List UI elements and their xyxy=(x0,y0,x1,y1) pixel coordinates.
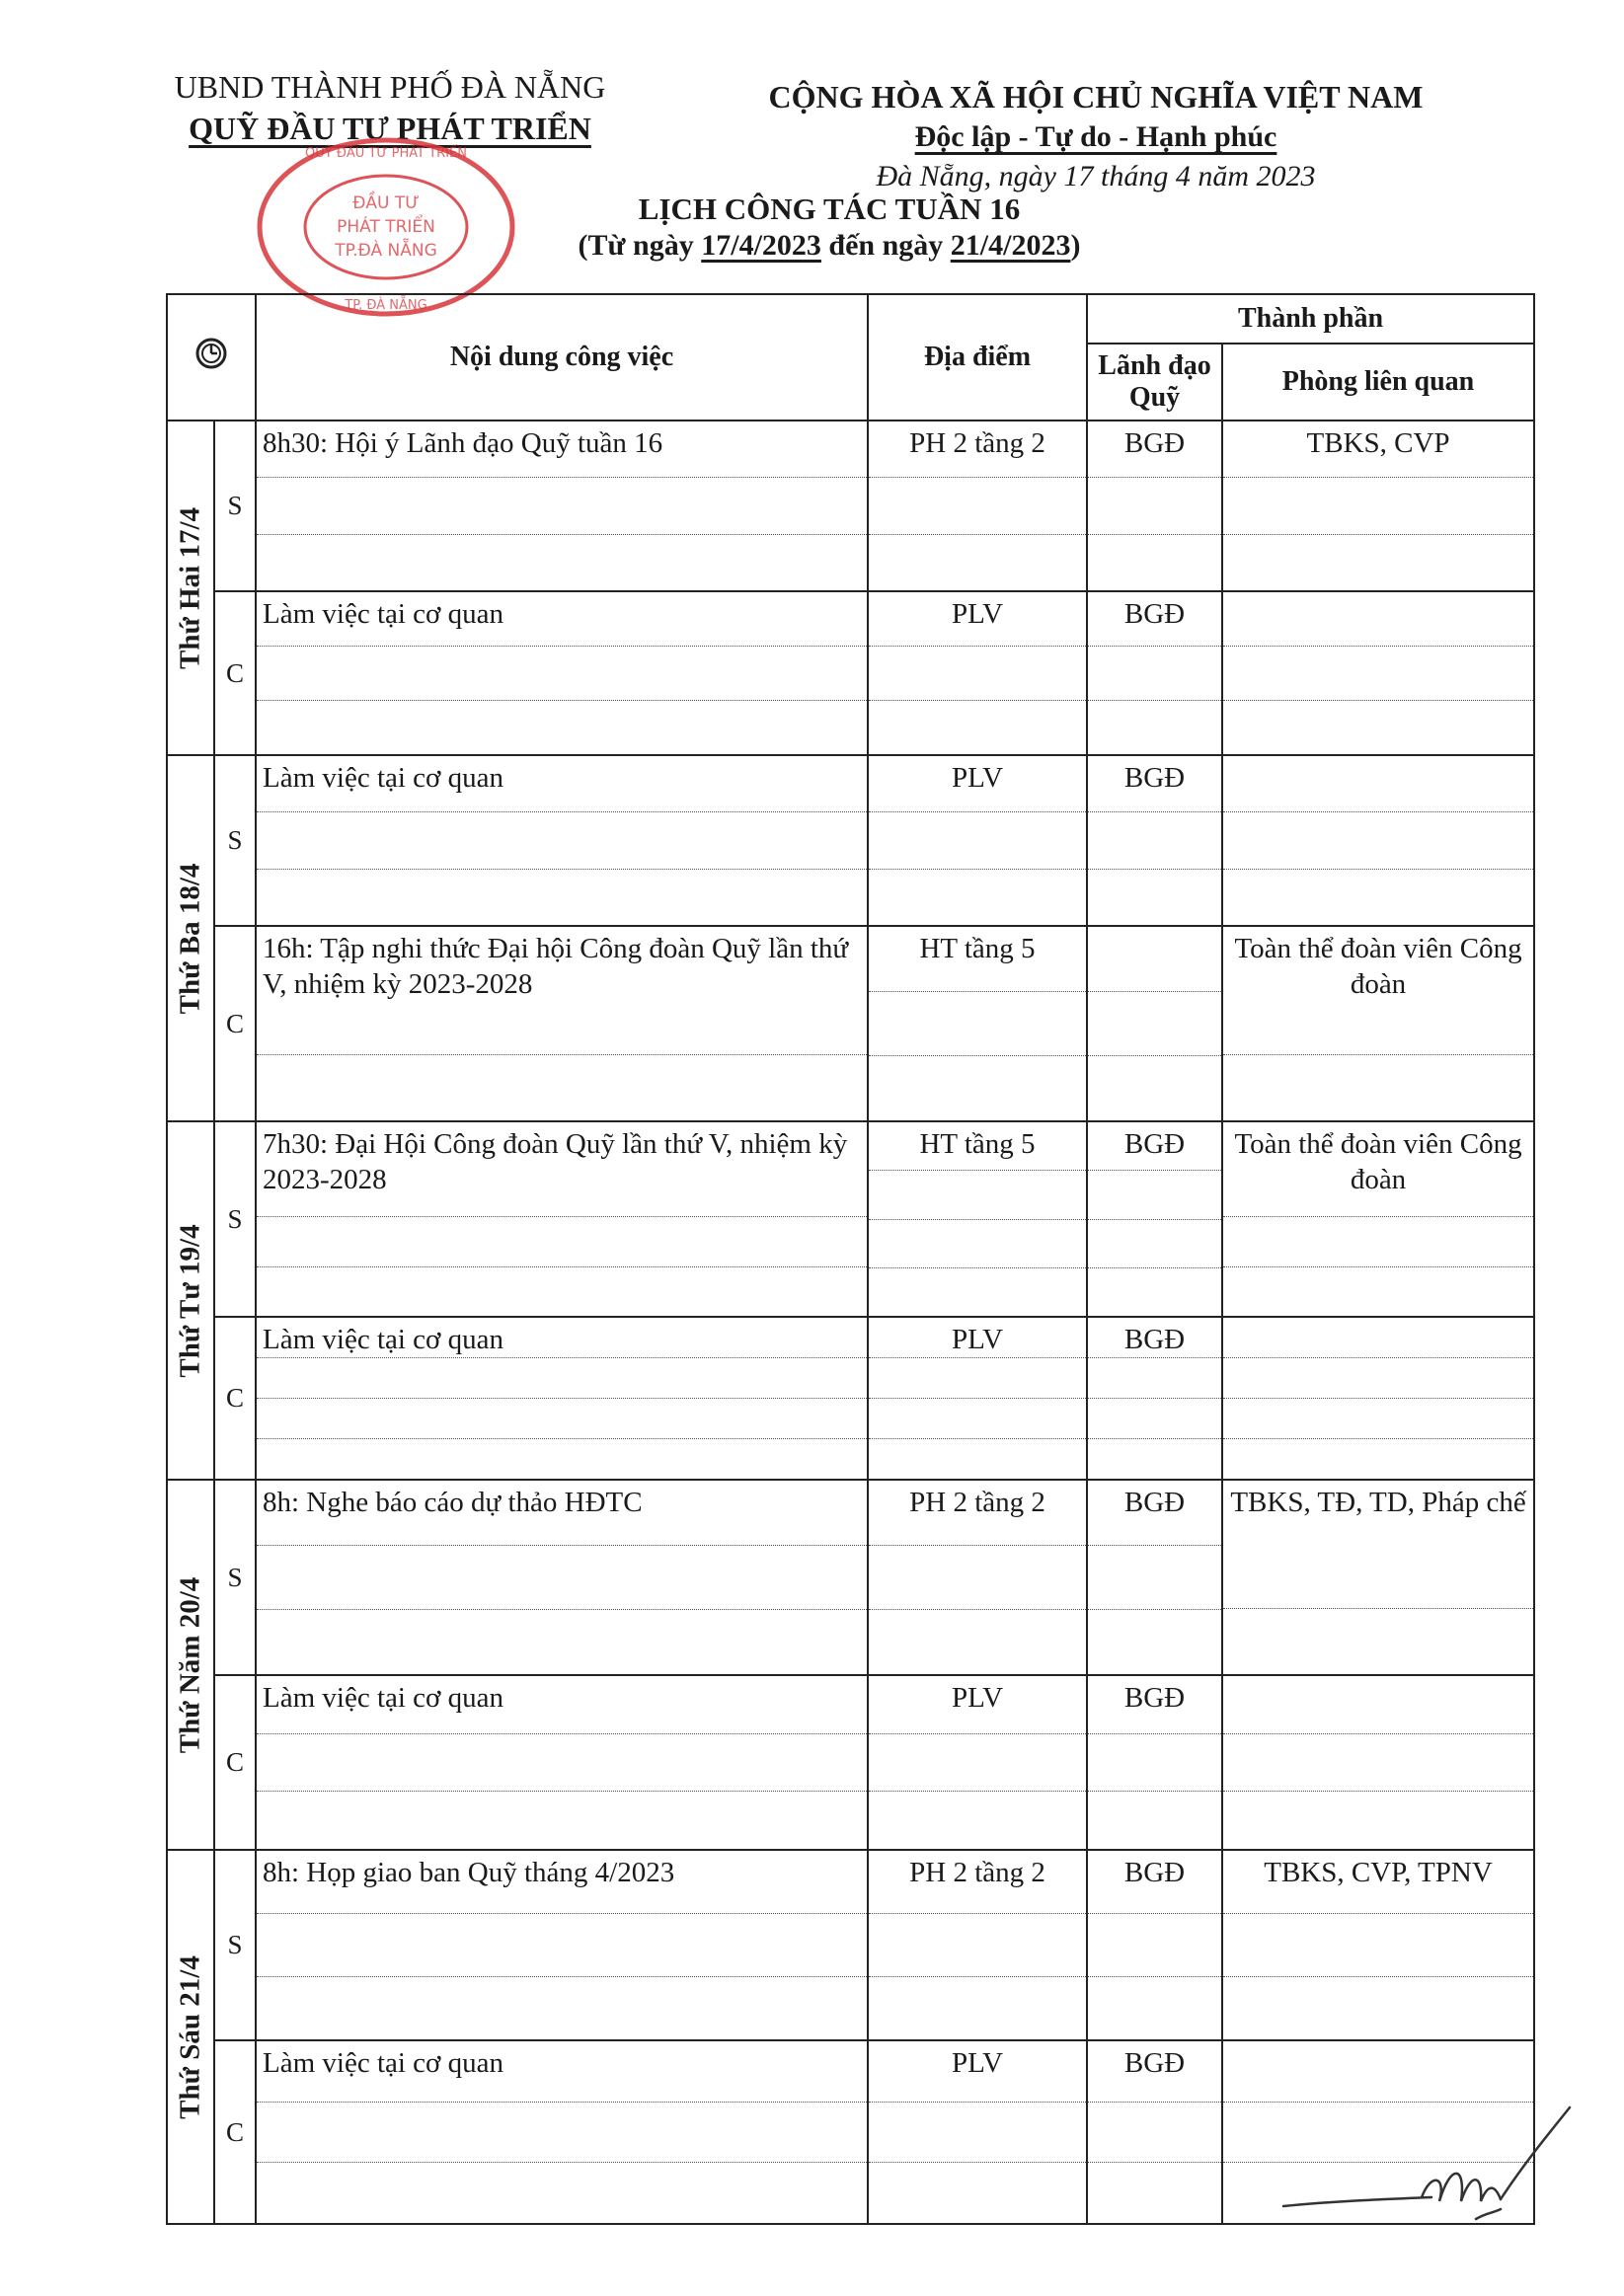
dotted-line xyxy=(869,870,1086,925)
dotted-line xyxy=(1088,647,1221,701)
place-text: PH 2 tầng 2 xyxy=(869,1481,1086,1546)
cell-dept xyxy=(1222,1121,1534,1317)
cell-dept xyxy=(1222,591,1534,755)
dept-text xyxy=(1223,2041,1533,2103)
dotted-line xyxy=(1223,1217,1533,1267)
dotted-line xyxy=(869,1792,1086,1849)
dotted-line xyxy=(1088,1546,1221,1611)
dotted-line xyxy=(257,812,867,869)
dotted-line xyxy=(1088,1268,1221,1316)
session-code: S xyxy=(214,1480,256,1675)
day-label-cell xyxy=(167,1121,214,1480)
day-label: Thứ Năm 20/4 xyxy=(174,1576,206,1753)
cell-place xyxy=(868,1121,1087,1317)
signature-icon xyxy=(1274,2103,1599,2241)
leader-text: BGĐ xyxy=(1088,592,1221,647)
dotted-line xyxy=(1223,1734,1533,1793)
dotted-line xyxy=(1223,1055,1533,1120)
cell-content xyxy=(256,1850,868,2040)
date-range xyxy=(553,229,1106,263)
dotted-line xyxy=(869,1358,1086,1399)
dotted-line xyxy=(1088,1171,1221,1219)
dotted-line xyxy=(257,1610,867,1674)
dotted-line xyxy=(257,647,867,701)
dotted-line xyxy=(869,1171,1086,1219)
dotted-line xyxy=(1088,1358,1221,1399)
place-text: PLV xyxy=(869,2041,1086,2103)
dotted-line xyxy=(1088,535,1221,590)
dotted-line xyxy=(1223,535,1533,590)
svg-text:QUỸ ĐẦU TƯ PHÁT TRIỂN: QUỸ ĐẦU TƯ PHÁT TRIỂN xyxy=(305,146,467,161)
dotted-line xyxy=(257,2163,867,2223)
leader-text: BGĐ xyxy=(1088,1481,1221,1546)
schedule-row xyxy=(167,1675,1534,1850)
dotted-line xyxy=(1088,2163,1221,2223)
cell-leader xyxy=(1087,1675,1222,1850)
dotted-line xyxy=(1223,812,1533,869)
dotted-line xyxy=(1088,1734,1221,1793)
dept-text xyxy=(1223,756,1533,812)
dotted-line xyxy=(869,1610,1086,1674)
place-text: PLV xyxy=(869,1318,1086,1358)
dotted-line xyxy=(257,1977,867,2039)
cell-content xyxy=(256,1675,868,1850)
dotted-line xyxy=(1088,812,1221,869)
cell-place xyxy=(868,1317,1087,1480)
cell-content xyxy=(256,421,868,591)
svg-text:PHÁT TRIỂN: PHÁT TRIỂN xyxy=(337,217,435,237)
dotted-line xyxy=(257,1055,867,1120)
dotted-line xyxy=(257,1267,867,1317)
dotted-line xyxy=(869,2163,1086,2223)
place-text: HT tầng 5 xyxy=(869,927,1086,992)
cell-dept xyxy=(1222,1675,1534,1850)
dotted-line xyxy=(257,535,867,590)
leader-text: BGĐ xyxy=(1088,756,1221,812)
header-content: Nội dung công việc xyxy=(256,294,868,421)
dept-text xyxy=(1223,1318,1533,1358)
range-mid: đến ngày xyxy=(820,229,951,262)
document-date: Đà Nẵng, ngày 17 tháng 4 năm 2023 xyxy=(876,160,1316,192)
range-suffix: ) xyxy=(1070,229,1081,262)
cell-leader xyxy=(1087,1317,1222,1480)
schedule-row xyxy=(167,1317,1534,1480)
day-label-cell xyxy=(167,1480,214,1850)
dotted-line xyxy=(869,1220,1086,1268)
range-to: 21/4/2023 xyxy=(950,229,1071,262)
content-text: 8h30: Hội ý Lãnh đạo Quỹ tuần 16 xyxy=(257,421,867,478)
day-label-cell xyxy=(167,1850,214,2224)
dotted-line xyxy=(1088,1977,1221,2039)
cell-leader xyxy=(1087,926,1222,1121)
dotted-line xyxy=(869,1268,1086,1316)
leader-text: BGĐ xyxy=(1088,2041,1221,2103)
place-text: PH 2 tầng 2 xyxy=(869,421,1086,478)
dept-text: Toàn thể đoàn viên Công đoàn xyxy=(1223,1122,1533,1217)
content-text: Làm việc tại cơ quan xyxy=(257,1676,867,1734)
cell-dept xyxy=(1222,421,1534,591)
leader-text: BGĐ xyxy=(1088,1676,1221,1734)
cell-content xyxy=(256,1121,868,1317)
content-text: 8h: Nghe báo cáo dự thảo HĐTC xyxy=(257,1481,867,1546)
cell-place xyxy=(868,421,1087,591)
leader-text: BGĐ xyxy=(1088,1851,1221,1914)
dotted-line xyxy=(869,647,1086,701)
cell-leader xyxy=(1087,2040,1222,2224)
header-place: Địa điểm xyxy=(868,294,1087,421)
cell-place xyxy=(868,1480,1087,1675)
session-code: C xyxy=(214,2040,256,2224)
cell-leader xyxy=(1087,1850,1222,2040)
cell-dept xyxy=(1222,1480,1534,1675)
clock-header xyxy=(167,294,256,421)
dotted-line xyxy=(257,1792,867,1849)
dotted-line xyxy=(257,1914,867,1977)
dotted-line xyxy=(869,1056,1086,1120)
dotted-line xyxy=(257,1546,867,1611)
session-code: S xyxy=(214,421,256,591)
place-text: HT tầng 5 xyxy=(869,1122,1086,1171)
dotted-line xyxy=(1088,992,1221,1057)
dotted-line xyxy=(257,1439,867,1479)
content-text: 16h: Tập nghi thức Đại hội Công đoàn Quỹ lần thứ V, nhiệm kỳ 2023-2028 xyxy=(257,927,867,1055)
dotted-line xyxy=(257,870,867,925)
place-text: PH 2 tầng 2 xyxy=(869,1851,1086,1914)
session-code: S xyxy=(214,755,256,926)
content-text: 7h30: Đại Hội Công đoàn Quỹ lần thứ V, nhiệm kỳ 2023-2028 xyxy=(257,1122,867,1217)
dotted-line xyxy=(1088,1439,1221,1479)
dotted-line xyxy=(1088,701,1221,754)
cell-dept xyxy=(1222,1850,1534,2040)
schedule-row xyxy=(167,1121,1534,1317)
dotted-line xyxy=(869,1439,1086,1479)
dotted-line xyxy=(1088,2103,1221,2164)
org-line-1: UBND THÀNH PHỐ ĐÀ NẴNG xyxy=(174,69,606,105)
range-from: 17/4/2023 xyxy=(701,229,821,262)
dotted-line xyxy=(1223,1267,1533,1317)
dotted-line xyxy=(1223,1358,1533,1399)
cell-place xyxy=(868,926,1087,1121)
dotted-line xyxy=(869,1546,1086,1611)
dept-text: TBKS, TĐ, TD, Pháp chế xyxy=(1223,1481,1533,1609)
dotted-line xyxy=(1223,1792,1533,1849)
schedule-row xyxy=(167,926,1534,1121)
schedule-row xyxy=(167,1480,1534,1675)
dotted-line xyxy=(257,478,867,534)
dept-text: TBKS, CVP xyxy=(1223,421,1533,478)
dotted-line xyxy=(1088,1399,1221,1439)
cell-dept xyxy=(1222,755,1534,926)
content-text: Làm việc tại cơ quan xyxy=(257,1318,867,1358)
dotted-line xyxy=(1223,1399,1533,1439)
dotted-line xyxy=(1223,1977,1533,2039)
cell-content xyxy=(256,591,868,755)
dotted-line xyxy=(1223,478,1533,534)
cell-place xyxy=(868,1850,1087,2040)
content-text: 8h: Họp giao ban Quỹ tháng 4/2023 xyxy=(257,1851,867,1914)
dotted-line xyxy=(869,535,1086,590)
place-text: PLV xyxy=(869,592,1086,647)
dotted-line xyxy=(869,992,1086,1057)
content-text: Làm việc tại cơ quan xyxy=(257,2041,867,2103)
leader-text xyxy=(1088,927,1221,992)
session-code: C xyxy=(214,1675,256,1850)
dotted-line xyxy=(869,1399,1086,1439)
dotted-line xyxy=(257,2103,867,2164)
svg-text:TP.ĐÀ NẴNG: TP.ĐÀ NẴNG xyxy=(335,241,437,261)
dotted-line xyxy=(1088,1610,1221,1674)
dept-text xyxy=(1223,1676,1533,1734)
day-label-cell xyxy=(167,421,214,755)
dotted-line xyxy=(1088,1220,1221,1268)
schedule-row xyxy=(167,1850,1534,2040)
day-label: Thứ Sáu 21/4 xyxy=(174,1954,206,2119)
svg-text:TP. ĐÀ NẴNG: TP. ĐÀ NẴNG xyxy=(345,298,427,313)
day-label: Thứ Hai 17/4 xyxy=(174,506,206,669)
dotted-line xyxy=(1088,1914,1221,1977)
cell-place xyxy=(868,591,1087,755)
cell-leader xyxy=(1087,755,1222,926)
session-code: C xyxy=(214,926,256,1121)
session-code: S xyxy=(214,1850,256,2040)
cell-leader xyxy=(1087,1121,1222,1317)
dotted-line xyxy=(1088,1056,1221,1120)
dotted-line xyxy=(1223,870,1533,925)
cell-content xyxy=(256,755,868,926)
content-text: Làm việc tại cơ quan xyxy=(257,592,867,647)
dept-text: Toàn thể đoàn viên Công đoàn xyxy=(1223,927,1533,1055)
day-label: Thứ Ba 18/4 xyxy=(174,863,206,1014)
org-line-2: QUỸ ĐẦU TƯ PHÁT TRIỂN xyxy=(189,111,591,146)
cell-content xyxy=(256,926,868,1121)
dotted-line xyxy=(869,1977,1086,2039)
header-dept: Phòng liên quan xyxy=(1222,344,1534,421)
dept-text xyxy=(1223,592,1533,647)
day-label: Thứ Tư 19/4 xyxy=(174,1223,206,1378)
schedule-table xyxy=(166,293,1535,2225)
session-code: S xyxy=(214,1121,256,1317)
dotted-line xyxy=(869,701,1086,754)
dotted-line xyxy=(869,2103,1086,2164)
dotted-line xyxy=(257,701,867,754)
session-code: C xyxy=(214,591,256,755)
cell-leader xyxy=(1087,591,1222,755)
cell-leader xyxy=(1087,1480,1222,1675)
dotted-line xyxy=(869,812,1086,869)
cell-dept xyxy=(1222,1317,1534,1480)
dotted-line xyxy=(257,1217,867,1267)
range-prefix: (Từ ngày xyxy=(578,229,702,262)
cell-dept xyxy=(1222,926,1534,1121)
place-text: PLV xyxy=(869,1676,1086,1734)
dotted-line xyxy=(257,1358,867,1399)
header-leader: Lãnh đạo Quỹ xyxy=(1087,344,1222,421)
cell-place xyxy=(868,755,1087,926)
day-label-cell xyxy=(167,755,214,1121)
document-title: LỊCH CÔNG TÁC TUẦN 16 xyxy=(638,191,1021,226)
schedule-row xyxy=(167,591,1534,755)
cell-content xyxy=(256,2040,868,2224)
cell-place xyxy=(868,2040,1087,2224)
header-members: Thành phần xyxy=(1087,294,1534,344)
clock-icon xyxy=(194,337,228,370)
dotted-line xyxy=(1223,647,1533,701)
cell-leader xyxy=(1087,421,1222,591)
dotted-line xyxy=(1088,870,1221,925)
cell-place xyxy=(868,1675,1087,1850)
dotted-line xyxy=(869,1914,1086,1977)
leader-text: BGĐ xyxy=(1088,1122,1221,1171)
nation-name: CỘNG HÒA XÃ HỘI CHỦ NGHĨA VIỆT NAM xyxy=(768,79,1424,115)
leader-text: BGĐ xyxy=(1088,1318,1221,1358)
dotted-line xyxy=(1223,701,1533,754)
leader-text: BGĐ xyxy=(1088,421,1221,478)
dotted-line xyxy=(257,1399,867,1439)
schedule-row xyxy=(167,421,1534,591)
cell-content xyxy=(256,1480,868,1675)
motto: Độc lập - Tự do - Hạnh phúc xyxy=(914,120,1277,153)
dotted-line xyxy=(869,1734,1086,1793)
session-code: C xyxy=(214,1317,256,1480)
dotted-line xyxy=(1223,1914,1533,1977)
place-text: PLV xyxy=(869,756,1086,812)
dotted-line xyxy=(257,1734,867,1793)
dept-text: TBKS, CVP, TPNV xyxy=(1223,1851,1533,1914)
dotted-line xyxy=(1223,1609,1533,1674)
cell-content xyxy=(256,1317,868,1480)
svg-text:ĐẦU TƯ: ĐẦU TƯ xyxy=(352,193,420,213)
schedule-row xyxy=(167,755,1534,926)
dotted-line xyxy=(1088,478,1221,534)
content-text: Làm việc tại cơ quan xyxy=(257,756,867,812)
dotted-line xyxy=(1223,1439,1533,1479)
dotted-line xyxy=(1088,1792,1221,1849)
dotted-line xyxy=(869,478,1086,534)
